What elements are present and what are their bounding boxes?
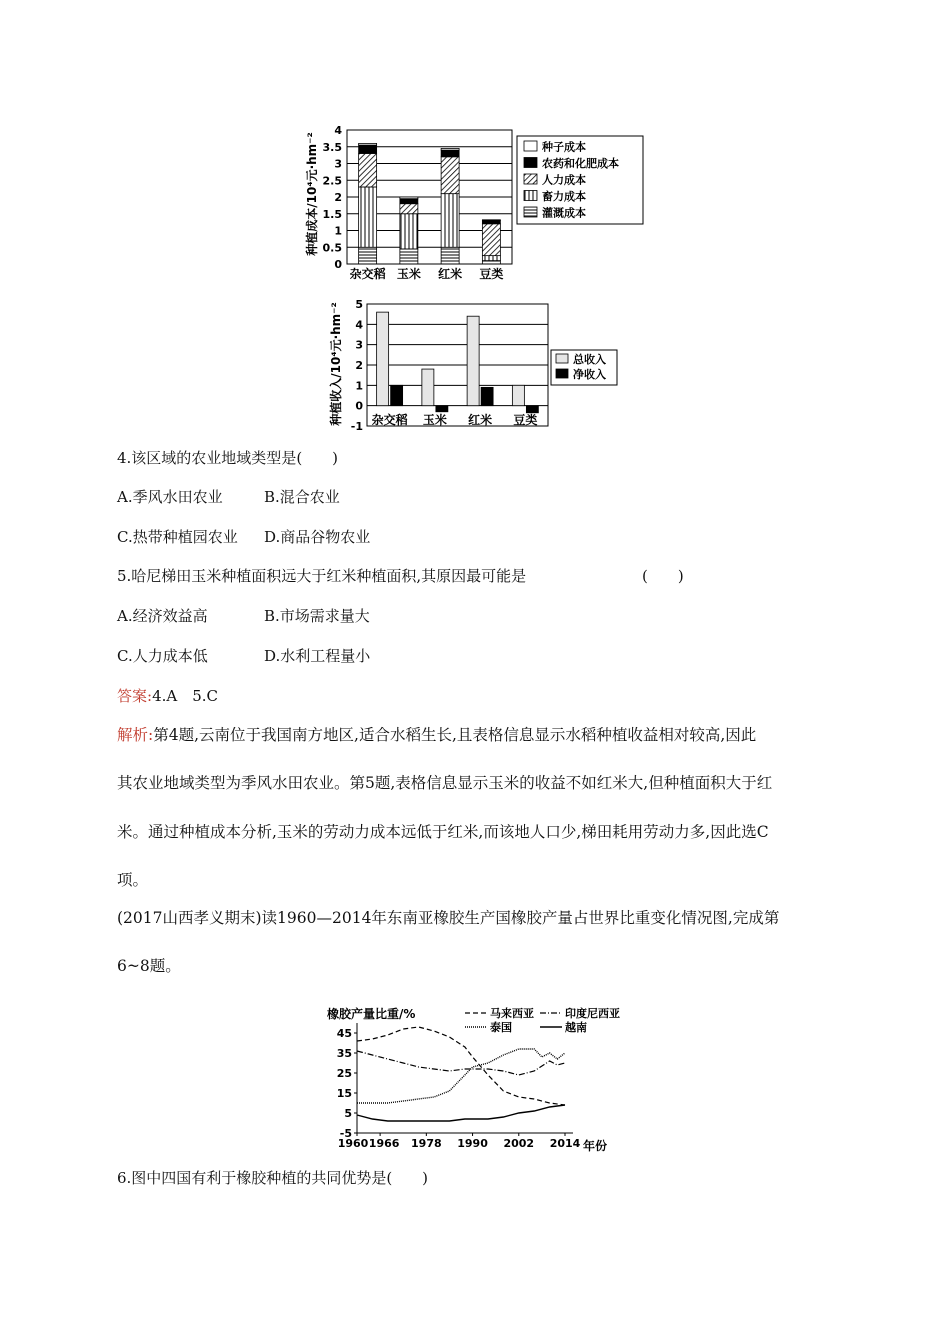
chart1-bar-segment bbox=[359, 153, 377, 187]
chart1-bar-segment bbox=[482, 224, 500, 256]
chart1-bar-segment bbox=[441, 148, 459, 150]
chart3-legend bbox=[465, 1006, 620, 1034]
planting-income-chart bbox=[300, 298, 630, 430]
q5-option-c: C.人力成本低 bbox=[117, 647, 208, 665]
chart1-xtick-label: 玉米 bbox=[396, 267, 421, 281]
chart3-xlabel: 年份 bbox=[583, 1139, 608, 1153]
analysis-text-1: 第4题,云南位于我国南方地区,适合水稻生长,且表格信息显示水稻种植收益相对较高,因此 bbox=[153, 726, 757, 744]
chart1-bar-segment bbox=[359, 143, 377, 145]
q5-stem: 5.哈尼梯田玉米种植面积远大于红米种植面积,其原因最可能是 bbox=[117, 567, 527, 585]
q4-option-d: D.商品谷物农业 bbox=[264, 528, 371, 546]
chart3-xtick-label: 1960 bbox=[337, 1137, 369, 1150]
rubber-share-chart bbox=[325, 1005, 635, 1155]
q5-option-a: A.经济效益高 bbox=[117, 607, 208, 625]
chart1-ytick-label: 0.5 bbox=[322, 241, 342, 255]
q5-paren: ( ) bbox=[642, 567, 684, 585]
chart3-series-line bbox=[357, 1027, 565, 1105]
chart1-bar-segment bbox=[482, 220, 500, 221]
chart3-xtick-label: 2014 bbox=[549, 1137, 581, 1150]
chart1-bar-segment bbox=[441, 247, 459, 264]
chart3-legend-label: 越南 bbox=[565, 1021, 587, 1034]
chart3-legend-label: 泰国 bbox=[490, 1021, 512, 1034]
chart2-xtick-label: 杂交稻 bbox=[371, 413, 408, 427]
answer-label: 答案: bbox=[117, 687, 153, 705]
chart3-ytick-label: -5 bbox=[339, 1127, 352, 1140]
chart2-bar bbox=[422, 369, 434, 406]
chart3-xtick-label: 1966 bbox=[368, 1137, 400, 1150]
chart1-xtick-label: 红米 bbox=[438, 267, 463, 281]
chart2-ytick-label: 2 bbox=[355, 359, 363, 372]
chart1-bar-segment bbox=[441, 157, 459, 194]
chart2-bar bbox=[377, 312, 389, 406]
chart1-ytick-label: 1.5 bbox=[322, 207, 342, 221]
answer-line bbox=[117, 686, 218, 706]
chart1-legend-label: 人力成本 bbox=[542, 173, 586, 187]
planting-cost-chart bbox=[300, 122, 650, 284]
q6-stem: 6.图中四国有利于橡胶种植的共同优势是( ) bbox=[117, 1169, 429, 1187]
chart2-ytick-label: 1 bbox=[355, 379, 363, 393]
chart3-xtick-label: 1990 bbox=[457, 1137, 488, 1150]
chart3-xtick-label: 2002 bbox=[503, 1137, 535, 1150]
analysis-line-4: 项。 bbox=[117, 871, 149, 889]
chart1-bar-segment bbox=[400, 204, 418, 214]
analysis-line-2: 其农业地域类型为季风水田农业。第5题,表格信息显示玉米的收益不如红米大,但种植面积大于红 bbox=[117, 774, 773, 792]
q5-option-d: D.水利工程量小 bbox=[264, 647, 371, 665]
chart1-bar-segment bbox=[441, 150, 459, 157]
chart1-legend-label: 畜力成本 bbox=[542, 190, 586, 203]
chart2-ytick-label: 0 bbox=[355, 399, 363, 413]
chart1-bar-segment bbox=[482, 220, 500, 223]
chart1-ytick-label: 3 bbox=[334, 157, 342, 171]
chart2-ytick-label: 5 bbox=[355, 298, 363, 311]
chart2-bar bbox=[512, 385, 524, 405]
chart2-legend-label: 净收入 bbox=[573, 368, 606, 381]
chart3-series-line bbox=[357, 1105, 565, 1121]
chart1-bar-segment bbox=[441, 194, 459, 248]
chart1-legend-swatch bbox=[524, 158, 537, 168]
analysis-line-3: 米。通过种植成本分析,玉米的劳动力成本远低于红米,而该地人口少,梯田耗用劳动力多,因此选C bbox=[117, 823, 769, 841]
chart2-xtick-label: 玉米 bbox=[422, 413, 447, 427]
chart1-bar-segment bbox=[482, 256, 500, 261]
chart2-bar bbox=[481, 387, 493, 405]
chart1-legend-swatch bbox=[524, 191, 537, 201]
chart1-bar-segment bbox=[359, 187, 377, 247]
chart2-xtick-label: 红米 bbox=[468, 413, 493, 427]
chart2-ytick-label: -1 bbox=[350, 420, 363, 430]
chart1-legend bbox=[517, 136, 643, 224]
chart2-bar bbox=[436, 406, 448, 412]
chart1-bar-segment bbox=[482, 261, 500, 264]
chart1-bar-segment bbox=[359, 247, 377, 264]
analysis-line-1 bbox=[117, 725, 756, 745]
chart2-bar bbox=[467, 316, 479, 405]
chart3-ytick-label: 5 bbox=[344, 1107, 352, 1120]
q4-option-b: B.混合农业 bbox=[264, 488, 340, 506]
chart2-legend bbox=[551, 350, 617, 385]
chart3-series-line bbox=[357, 1051, 565, 1075]
chart1-bar-segment bbox=[400, 249, 418, 264]
chart2-legend-swatch bbox=[556, 354, 568, 363]
intro-line-2: 6~8题。 bbox=[117, 957, 181, 975]
chart2-bar bbox=[391, 385, 403, 405]
chart1-bar-segment bbox=[400, 199, 418, 204]
q5-option-b: B.市场需求量大 bbox=[264, 607, 370, 625]
chart1-ytick-label: 3.5 bbox=[322, 140, 342, 154]
chart1-bar-segment bbox=[400, 214, 418, 249]
chart3-ytick-label: 45 bbox=[336, 1027, 352, 1040]
chart2-ylabel: 种植收入/10⁴元·hm⁻² bbox=[329, 302, 343, 426]
chart3-ytick-label: 35 bbox=[336, 1047, 352, 1060]
chart1-ytick-label: 2 bbox=[334, 191, 342, 204]
chart1-bar-segment bbox=[400, 197, 418, 199]
chart3-title: 橡胶产量比重/% bbox=[327, 1007, 416, 1021]
chart1-legend-label: 种子成本 bbox=[542, 140, 586, 154]
q4-stem: 4.该区域的农业地域类型是( ) bbox=[117, 449, 339, 467]
chart1-legend-swatch bbox=[524, 174, 537, 184]
chart1-ylabel: 种植成本/10⁴元·hm⁻² bbox=[305, 132, 319, 256]
chart2-ytick-label: 3 bbox=[355, 338, 363, 352]
chart1-ytick-label: 4 bbox=[334, 124, 342, 137]
chart3-series-line bbox=[357, 1049, 565, 1103]
chart1-ytick-label: 2.5 bbox=[322, 174, 342, 188]
answer-text: 4.A 5.C bbox=[152, 687, 218, 705]
chart2-bar bbox=[526, 406, 538, 413]
chart1-legend-swatch bbox=[524, 207, 537, 217]
chart1-xtick-label: 杂交稻 bbox=[349, 267, 386, 281]
q4-option-a: A.季风水田农业 bbox=[117, 488, 223, 506]
analysis-label: 解析: bbox=[117, 726, 154, 744]
chart2-ytick-label: 4 bbox=[355, 318, 363, 332]
chart1-legend-swatch bbox=[524, 141, 537, 151]
chart1-ytick-label: 1 bbox=[334, 224, 342, 238]
chart1-legend-label: 灌溉成本 bbox=[542, 206, 586, 220]
chart2-legend-swatch bbox=[556, 369, 568, 378]
chart3-ytick-label: 15 bbox=[336, 1087, 352, 1100]
chart3-ytick-label: 25 bbox=[336, 1067, 352, 1080]
chart1-ytick-label: 0 bbox=[334, 258, 342, 271]
chart3-xtick-label: 1978 bbox=[411, 1137, 442, 1150]
chart1-xtick-label: 豆类 bbox=[479, 267, 504, 281]
intro-line-1: (2017山西孝义期末)读1960—2014年东南亚橡胶生产国橡胶产量占世界比重变化情况图,完成第 bbox=[117, 909, 780, 927]
chart3-legend-label: 印度尼西亚 bbox=[565, 1007, 620, 1020]
chart2-legend-label: 总收入 bbox=[573, 353, 606, 366]
q4-option-c: C.热带种植园农业 bbox=[117, 528, 238, 546]
chart3-legend-label: 马来西亚 bbox=[490, 1007, 534, 1020]
chart1-legend-label: 农药和化肥成本 bbox=[542, 157, 619, 170]
chart2-xtick-label: 豆类 bbox=[513, 413, 538, 427]
chart1-bar-segment bbox=[359, 145, 377, 153]
